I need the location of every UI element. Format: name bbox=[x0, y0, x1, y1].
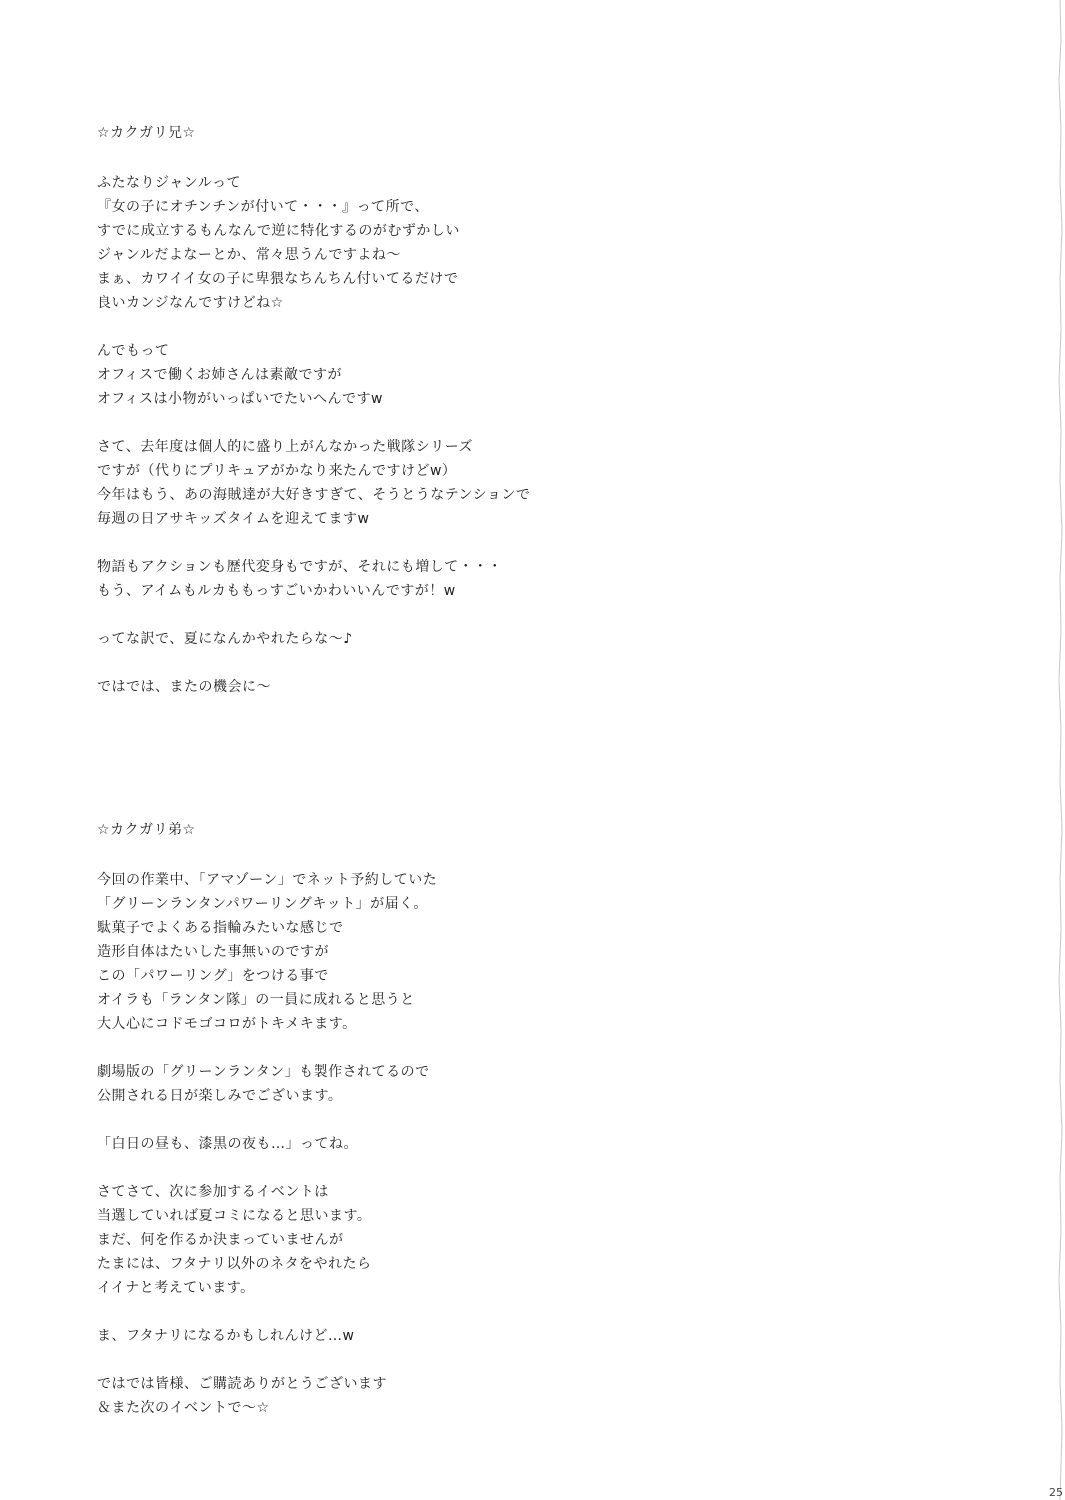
section-heading: ☆カクガリ弟☆ bbox=[97, 822, 196, 838]
paragraph bbox=[97, 1324, 737, 1348]
paragraph bbox=[97, 1132, 737, 1156]
torn-page-edge bbox=[1051, 0, 1065, 1500]
text-line: 毎週の日アサキッズタイムを迎えてますw bbox=[97, 511, 370, 527]
text-line: 『女の子にオチンチンが付いて・・・』って所で、 bbox=[97, 199, 429, 215]
text-line: 劇場版の「グリーンランタン」も製作されてるので bbox=[97, 1064, 430, 1080]
text-line: さて、去年度は個人的に盛り上がんなかった戦隊シリーズ bbox=[97, 439, 474, 455]
text-line: ではでは、またの機会に～ bbox=[97, 679, 271, 695]
text-line: まだ、何を作るか決まっていませんが bbox=[97, 1232, 344, 1248]
text-line: ですが（代りにプリキュアがかなり来たんですけどw） bbox=[97, 463, 457, 479]
text-line: 良いカンジなんですけどね☆ bbox=[97, 295, 284, 311]
paragraph bbox=[97, 435, 737, 531]
text-line: 「グリーンランタンパワーリングキット」が届く。 bbox=[97, 896, 428, 912]
paragraph bbox=[97, 868, 737, 1036]
text-line: 大人心にコドモゴコロがトキメキます。 bbox=[97, 1016, 357, 1032]
text-line: 公開される日が楽しみでございます。 bbox=[97, 1088, 343, 1104]
text-line: オフィスは小物がいっぱいでたいへんですw bbox=[97, 391, 383, 407]
text-line: オフィスで働くお姉さんは素敵ですが bbox=[97, 367, 342, 383]
paragraph bbox=[97, 171, 737, 315]
text-line: 物語もアクションも歴代変身もですが、それにも増して・・・ bbox=[97, 559, 503, 575]
text-line: すでに成立するもんなんで逆に特化するのがむずかしい bbox=[97, 223, 460, 239]
text-line: ふたなりジャンルって bbox=[97, 175, 241, 191]
text-line: ま、フタナリになるかもしれんけど…w bbox=[97, 1328, 355, 1344]
text-line: もう、アイムもルカももっすごいかわいいんですが！w bbox=[97, 583, 456, 599]
text-line: 当選していれば夏コミになると思います。 bbox=[97, 1208, 372, 1224]
text-line: たまには、フタナリ以外のネタをやれたら bbox=[97, 1256, 372, 1272]
text-line: ってな訳で、夏になんかやれたらな～♪ bbox=[97, 631, 353, 647]
paragraph bbox=[97, 675, 737, 699]
paragraph bbox=[97, 1372, 737, 1420]
afterword-section-younger-brother bbox=[97, 818, 737, 1444]
afterword-section-elder-brother bbox=[97, 121, 737, 723]
text-line: ではでは皆様、ご購読ありがとうございます bbox=[97, 1376, 387, 1392]
text-line: 今年はもう、あの海賊達が大好きすぎて、そうとうなテンションで bbox=[97, 487, 531, 503]
paragraph bbox=[97, 1060, 737, 1108]
text-line: ＆また次のイベントで～☆ bbox=[97, 1400, 270, 1416]
text-line: オイラも「ランタン隊」の一員に成れると思うと bbox=[97, 992, 415, 1008]
section-heading: ☆カクガリ兄☆ bbox=[97, 125, 196, 141]
paragraph bbox=[97, 555, 737, 603]
text-line: んでもって bbox=[97, 343, 170, 359]
text-line: イイナと考えています。 bbox=[97, 1280, 255, 1296]
text-line: この「パワーリング」をつける事で bbox=[97, 968, 329, 984]
text-line: まぁ、カワイイ女の子に卑猥なちんちん付いてるだけで bbox=[97, 271, 459, 287]
paragraph bbox=[97, 627, 737, 651]
text-line: ジャンルだよなーとか、常々思うんですよね～ bbox=[97, 247, 401, 263]
text-line: 「白日の昼も、漆黒の夜も…」ってね。 bbox=[97, 1136, 358, 1152]
text-line: 駄菓子でよくある指輪みたいな感じで bbox=[97, 920, 344, 936]
paragraph bbox=[97, 339, 737, 411]
text-line: 今回の作業中、「アマゾーン」でネット予約していた bbox=[97, 872, 438, 888]
text-line: さてさて、次に参加するイベントは bbox=[97, 1184, 329, 1200]
page-number: 25 bbox=[1049, 1486, 1063, 1499]
text-line: 造形自体はたいした事無いのですが bbox=[97, 944, 329, 960]
paragraph bbox=[97, 1180, 737, 1300]
